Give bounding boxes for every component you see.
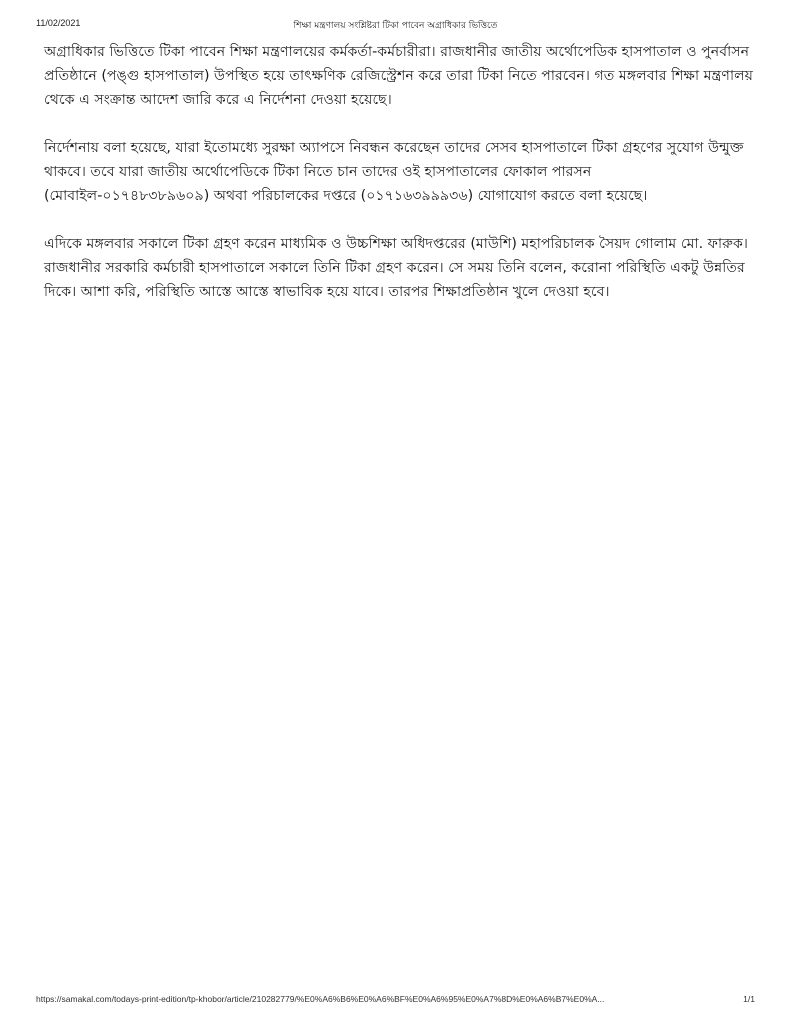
page-indicator: 1/1 (743, 994, 755, 1004)
article-body (44, 40, 756, 328)
source-url: https://samakal.com/todays-print-edition/tp-khobor/article/210282779/%E0%A6%B6%E0%A6%BF%E0%A6%95%E0%A7%8D%E0%A6%B7%E0%A... (36, 994, 605, 1004)
article-paragraph: নির্দেশনায় বলা হয়েছে, যারা ইতোমধ্যে সুরক্ষা অ্যাপসে নিবন্ধন করেছেন তাদের সেসব হাসপাতালে টিকা গ্রহণের সুযোগ উন্মুক্ত থাকবে। তবে যারা জাতীয় অর্থোপেডিকে টিকা নিতে চান তাদের ওই হাসপাতালের ফোকাল পারসন (মোবাইল-০১৭৪৮৩৮৯৬০৯) অথবা পরিচালকের দপ্তরে (০১৭১৬৩৯৯৯৩৬) যোগাযোগ করতে বলা হয়েছে। (44, 140, 744, 204)
print-footer (36, 994, 755, 1008)
page-title: শিক্ষা মন্ত্রণালয় সংশ্লিষ্টরা টিকা পাবেন অগ্রাধিকার ভিত্তিতে (293, 21, 498, 31)
print-date: 11/02/2021 (36, 18, 81, 28)
article-paragraph: এদিকে মঙ্গলবার সকালে টিকা গ্রহণ করেন মাধ্যমিক ও উচ্চশিক্ষা অধিদপ্তরের (মাউশি) মহাপরিচালক সৈয়দ গোলাম মো. ফারুক। রাজধানীর সরকারি কর্মচারী হাসপাতালে সকালে তিনি টিকা গ্রহণ করেন। সে সময় তিনি বলেন, করোনা পরিস্থিতি একটু উন্নতির দিকে। আশা করি, পরিস্থিতি আস্তে আস্তে স্বাভাবিক হয়ে যাবে। তারপর শিক্ষাপ্রতিষ্ঠান খুলে দেওয়া হবে। (44, 236, 748, 300)
print-header (36, 18, 755, 32)
article-paragraph: অগ্রাধিকার ভিত্তিতে টিকা পাবেন শিক্ষা মন্ত্রণালয়ের কর্মকর্তা-কর্মচারীরা। রাজধানীর জাতীয় অর্থোপেডিক হাসপাতাল ও পুনর্বাসন প্রতিষ্ঠানে (পঙ্গু হাসপাতাল) উপস্থিত হয়ে তাৎক্ষণিক রেজিস্ট্রেশন করে তারা টিকা নিতে পারবেন। গত মঙ্গলবার শিক্ষা মন্ত্রণালয় থেকে এ সংক্রান্ত আদেশ জারি করে এ নির্দেশনা দেওয়া হয়েছে। (44, 44, 754, 108)
